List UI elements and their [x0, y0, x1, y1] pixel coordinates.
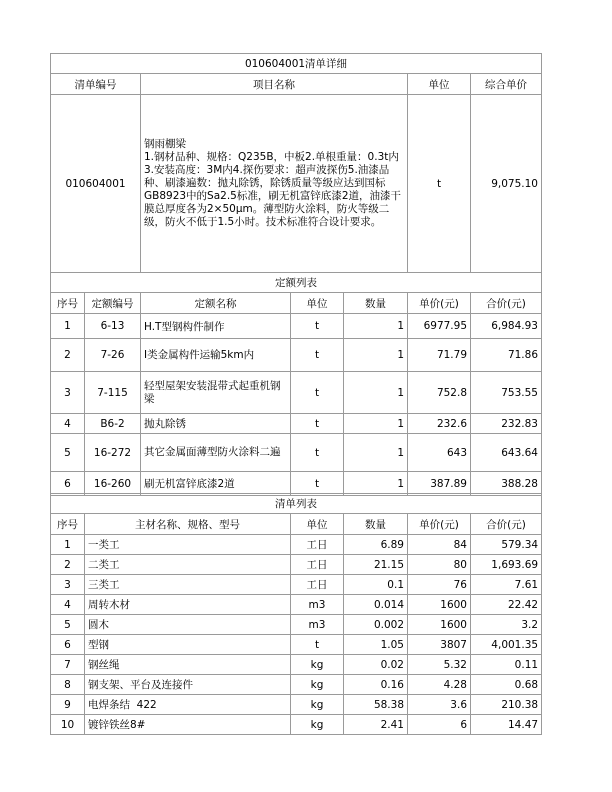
- row-no: 5: [51, 434, 85, 472]
- table-row: [51, 434, 542, 472]
- row-name: 其它金属面薄型防火涂料二遍: [141, 434, 291, 472]
- row-unit-price: 3807: [408, 635, 471, 655]
- row-total: 7.61: [471, 575, 542, 595]
- row-no: 10: [51, 715, 85, 735]
- row-no: 1: [51, 314, 85, 339]
- summary-title: 010604001清单详细: [51, 54, 542, 74]
- row-name: 电焊条结 422: [85, 695, 291, 715]
- header-price: 综合单价: [471, 74, 542, 95]
- row-unit-price: 3.6: [408, 695, 471, 715]
- row-qty: 1: [344, 434, 408, 472]
- table-row: [51, 715, 542, 735]
- row-total: 579.34: [471, 535, 542, 555]
- row-no: 3: [51, 575, 85, 595]
- materials-header-name: 主材名称、规格、型号: [85, 514, 291, 535]
- row-qty: 1: [344, 414, 408, 434]
- row-total: 3.2: [471, 615, 542, 635]
- row-total: 210.38: [471, 695, 542, 715]
- quota-header-no: 序号: [51, 293, 85, 314]
- row-qty: 0.002: [344, 615, 408, 635]
- header-code: 清单编号: [51, 74, 141, 95]
- row-unit: 工日: [291, 575, 344, 595]
- row-unit: t: [291, 339, 344, 372]
- row-unit: t: [291, 414, 344, 434]
- row-no: 9: [51, 695, 85, 715]
- row-unit: 工日: [291, 535, 344, 555]
- row-qty: 58.38: [344, 695, 408, 715]
- table-row: [51, 635, 542, 655]
- row-unit: kg: [291, 695, 344, 715]
- row-name: 二类工: [85, 555, 291, 575]
- row-name: 抛丸除锈: [141, 414, 291, 434]
- row-unit-price: 5.32: [408, 655, 471, 675]
- row-unit-price: 1600: [408, 595, 471, 615]
- row-unit-price: 71.79: [408, 339, 471, 372]
- row-total: 0.11: [471, 655, 542, 675]
- row-name: 型钢: [85, 635, 291, 655]
- materials-header-qty: 数量: [344, 514, 408, 535]
- row-total: 232.83: [471, 414, 542, 434]
- row-qty: 1: [344, 314, 408, 339]
- materials-header-unit-price: 单价(元): [408, 514, 471, 535]
- table-row: [51, 615, 542, 635]
- row-unit-price: 643: [408, 434, 471, 472]
- item-price: 9,075.10: [471, 95, 542, 273]
- row-total: 0.68: [471, 675, 542, 695]
- table-row: [51, 314, 542, 339]
- row-code: 16-272: [85, 434, 141, 472]
- quota-header-unit: 单位: [291, 293, 344, 314]
- row-qty: 1: [344, 472, 408, 496]
- table-row: [51, 535, 542, 555]
- row-qty: 1: [344, 372, 408, 414]
- row-name: 刷无机富锌底漆2道: [141, 472, 291, 496]
- table-row: [51, 472, 542, 496]
- table-row: [51, 555, 542, 575]
- summary-table: [50, 53, 542, 273]
- row-unit: kg: [291, 715, 344, 735]
- row-name: 圆木: [85, 615, 291, 635]
- row-unit-price: 752.8: [408, 372, 471, 414]
- row-unit: kg: [291, 675, 344, 695]
- row-no: 2: [51, 339, 85, 372]
- table-row: [51, 339, 542, 372]
- quota-table: [50, 272, 542, 496]
- row-total: 388.28: [471, 472, 542, 496]
- row-qty: 0.1: [344, 575, 408, 595]
- row-qty: 0.16: [344, 675, 408, 695]
- row-total: 643.64: [471, 434, 542, 472]
- materials-header-unit: 单位: [291, 514, 344, 535]
- row-name: 钢丝绳: [85, 655, 291, 675]
- row-code: 7-115: [85, 372, 141, 414]
- row-unit-price: 84: [408, 535, 471, 555]
- row-unit: 工日: [291, 555, 344, 575]
- item-description: 钢雨棚梁 1.钢材品种、规格：Q235B，中板2.单根重量：0.3t内3.安装高度：3M内4.探伤要求：超声波探伤5.油漆品种、刷漆遍数：抛丸除锈，除锈质量等级应达到国标GB8923中的Sa2.5标准，刷无机富锌底漆2道，油漆干膜总厚度各为2×50μm。薄型防火涂料，防火等级二级，防火不低于1.5小时。技术标准符合设计要求。: [141, 95, 408, 273]
- row-unit-price: 6: [408, 715, 471, 735]
- quota-header-name: 定额名称: [141, 293, 291, 314]
- materials-title: 清单列表: [51, 494, 542, 514]
- row-code: 7-26: [85, 339, 141, 372]
- row-no: 6: [51, 472, 85, 496]
- row-unit-price: 6977.95: [408, 314, 471, 339]
- row-no: 3: [51, 372, 85, 414]
- row-name: H.T型钢构件制作: [141, 314, 291, 339]
- row-no: 5: [51, 615, 85, 635]
- row-name: 轻型屋架安装混带式起重机钢梁: [141, 372, 291, 414]
- row-unit: kg: [291, 655, 344, 675]
- table-row: [51, 372, 542, 414]
- row-no: 2: [51, 555, 85, 575]
- row-name: 一类工: [85, 535, 291, 555]
- row-qty: 0.014: [344, 595, 408, 615]
- row-unit: t: [291, 372, 344, 414]
- row-qty: 6.89: [344, 535, 408, 555]
- row-no: 4: [51, 414, 85, 434]
- row-name: Ⅰ类金属构件运输5km内: [141, 339, 291, 372]
- row-qty: 1.05: [344, 635, 408, 655]
- quota-header-total: 合价(元): [471, 293, 542, 314]
- row-total: 6,984.93: [471, 314, 542, 339]
- table-row: [51, 414, 542, 434]
- item-code: 010604001: [51, 95, 141, 273]
- materials-table: [50, 493, 542, 735]
- row-unit-price: 387.89: [408, 472, 471, 496]
- row-no: 4: [51, 595, 85, 615]
- row-no: 8: [51, 675, 85, 695]
- row-total: 71.86: [471, 339, 542, 372]
- row-total: 1,693.69: [471, 555, 542, 575]
- table-row: [51, 675, 542, 695]
- row-qty: 2.41: [344, 715, 408, 735]
- table-row: [51, 655, 542, 675]
- row-qty: 1: [344, 339, 408, 372]
- row-unit-price: 76: [408, 575, 471, 595]
- quota-header-unit-price: 单价(元): [408, 293, 471, 314]
- row-name: 镀锌铁丝8#: [85, 715, 291, 735]
- row-unit: m3: [291, 595, 344, 615]
- row-qty: 0.02: [344, 655, 408, 675]
- row-no: 6: [51, 635, 85, 655]
- materials-header-total: 合价(元): [471, 514, 542, 535]
- table-row: [51, 695, 542, 715]
- row-qty: 21.15: [344, 555, 408, 575]
- row-code: 6-13: [85, 314, 141, 339]
- row-total: 753.55: [471, 372, 542, 414]
- row-code: 16-260: [85, 472, 141, 496]
- row-unit-price: 4.28: [408, 675, 471, 695]
- row-unit: t: [291, 434, 344, 472]
- row-unit-price: 80: [408, 555, 471, 575]
- header-name: 项目名称: [141, 74, 408, 95]
- quota-header-code: 定额编号: [85, 293, 141, 314]
- row-no: 7: [51, 655, 85, 675]
- row-total: 4,001.35: [471, 635, 542, 655]
- row-unit: m3: [291, 615, 344, 635]
- row-code: B6-2: [85, 414, 141, 434]
- table-row: [51, 595, 542, 615]
- row-unit: t: [291, 314, 344, 339]
- row-name: 钢支架、平台及连接件: [85, 675, 291, 695]
- table-row: [51, 575, 542, 595]
- row-name: 三类工: [85, 575, 291, 595]
- row-unit: t: [291, 472, 344, 496]
- item-unit: t: [408, 95, 471, 273]
- materials-header-no: 序号: [51, 514, 85, 535]
- row-no: 1: [51, 535, 85, 555]
- row-unit-price: 1600: [408, 615, 471, 635]
- row-total: 14.47: [471, 715, 542, 735]
- row-unit-price: 232.6: [408, 414, 471, 434]
- row-total: 22.42: [471, 595, 542, 615]
- row-unit: t: [291, 635, 344, 655]
- header-unit: 单位: [408, 74, 471, 95]
- row-name: 周转木材: [85, 595, 291, 615]
- quota-header-qty: 数量: [344, 293, 408, 314]
- quota-title: 定额列表: [51, 273, 542, 293]
